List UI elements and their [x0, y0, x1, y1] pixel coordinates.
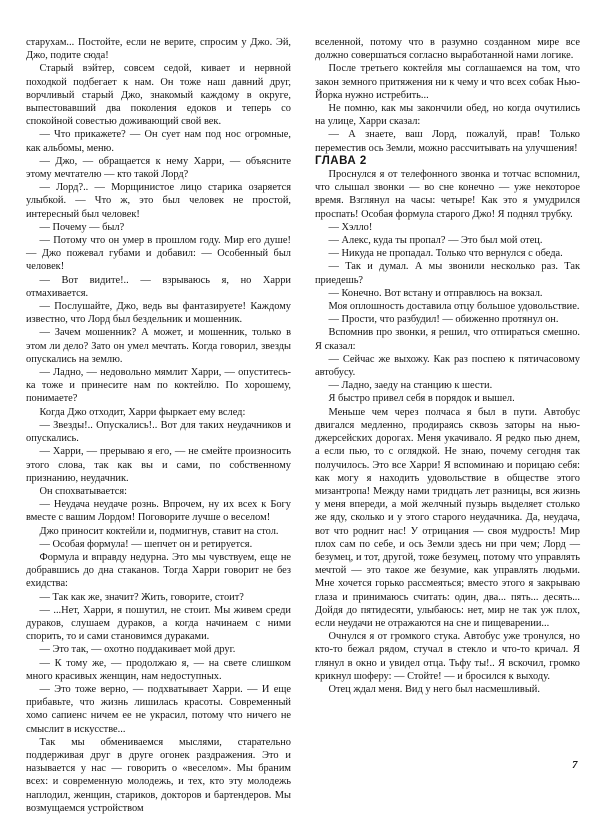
paragraph: Джо приносит коктейли и, подмигнув, ставит на стол.	[39, 525, 279, 537]
paragraph: Я быстро привел себя в порядок и вышел.	[328, 393, 515, 405]
paragraph: — Хэлло!	[328, 221, 373, 233]
paragraph: — Никуда не пропадал. Только что вернулся с обеда.	[328, 248, 563, 260]
paragraph: Не помню, как мы закончили обед, но когда очутились на улице, Харри сказал:	[315, 103, 580, 128]
paragraph: — Особая формула! — шепчет он и ретируется.	[39, 538, 253, 550]
paragraph: — Алекс, куда ты пропал? — Это был мой отец.	[328, 235, 543, 247]
paragraph: Моя оплошность доставила отцу большое удовольствие.	[328, 301, 580, 313]
paragraph: — Харри, — прерываю я его, — не смейте произносить этого слова, так как вы и сами, по собственному признанию, неудачник.	[26, 446, 291, 484]
paragraph: — Ладно, — недовольно мямлит Харри, — опуститесь-ка тоже и принесите нам по коктейлю. По хорошему, понимаете?	[26, 367, 291, 405]
paragraph: вселенной, потому что в разумно созданном мире все должно совершаться согласно выработанной нами логике.	[315, 37, 580, 62]
paragraph: — Звезды!.. Опускались!.. Вот для таких неудачников и опускались.	[26, 419, 291, 445]
paragraph: — Это так, — охотно поддакивает мой друг.	[39, 644, 236, 656]
paragraph: — Вот видите!.. — взрываюсь я, но Харри отмахивается.	[26, 274, 291, 299]
paragraph: Вспомнив про звонки, я решил, что отпираться смешно. Я сказал:	[315, 327, 580, 352]
paragraph: — Что прикажете? — Он сует нам под нос огромные, как альбомы, меню.	[26, 129, 291, 154]
paragraph: Он спохватывается:	[39, 485, 128, 497]
paragraph: — Ладно, заеду на станцию к шести.	[328, 380, 493, 392]
paragraph: Меньше чем через полчаса я был в пути. Автобус двигался медленно, продираясь сквозь заторы на нью-джерсейских дорогах. Меня укачивало. Я редко пью днем, а если пью, то с оглядкой. Не знаю, почему сегодня так получилось. Это все Харри! Я вспоминаю и порицаю себя: как могу я находить удовольствие в обществе этого мизантропа! Между нами тридцать лет разницы, вся жизнь у меня впереди, а мой желчный пузырь выделяет столько же яду, сколько и у этого старого неудачника. Да, неудача, вот что роднит нас! У отрицания — своя мудрость! Мир плох сам по себе, и ось Земли здесь ни при чем; Лорд — безумец, и тот, другой, тоже безумец, потому что управлять мечтой — это такое же безумие, как управлять людьми. Мне хочется горько рассмеяться; вместо этого я закрываю глаза и принимаюсь считать: один, два... пять... десять... Дойдя до пятидесяти, улыбаюсь: нет, мир не так уж плох, если неудачи не отражаются на сне и пищеварении...	[315, 406, 580, 629]
paragraph: — Сейчас же выхожу. Как раз поспею к пятичасовому автобусу.	[315, 353, 580, 379]
chapter-title: ГЛАВА 2	[315, 154, 367, 167]
paragraph: — А знаете, ваш Лорд, пожалуй, прав! Только переместив ось Земли, можно рассчитывать на улучшения!	[315, 129, 580, 154]
paragraph: — ...Нет, Харри, я пошутил, не стоит. Мы живем среди дураков, слушаем дураков, а когда начинаем с ними спорить, то и сами становимся дураками.	[26, 604, 291, 643]
paragraph: — Неудача неудаче рознь. Впрочем, ну их всех к Богу вместе с вашим Лордом! Поговорите лучше о веселом!	[26, 499, 291, 524]
paragraph: Формула и вправду недурна. Это мы чувствуем, еще не добравшись до дна стаканов. Тогда Харри говорит не без ехидства:	[26, 551, 291, 590]
page-number: 7	[572, 759, 578, 771]
paragraph: — Конечно. Вот встану и отправлюсь на вокзал.	[328, 287, 543, 299]
paragraph: старухам... Постойте, если не верите, спросим у Джо. Эй, Джо, подите сюда!	[26, 37, 291, 62]
paragraph: Когда Джо отходит, Харри фыркает ему вслед:	[39, 406, 246, 418]
left-text-column	[26, 36, 291, 815]
paragraph: — Зачем мошенник? А может, и мошенник, только в этом ли дело? Зато он умел мечтать. Когда говорил, звезды опускались на землю.	[26, 327, 291, 365]
paragraph: — Послушайте, Джо, ведь вы фантазируете! Каждому известно, что Лорд был бездельник и мошенник.	[26, 301, 291, 326]
right-text-column	[315, 36, 580, 696]
paragraph: После третьего коктейля мы соглашаемся на том, что закон земного притяжения ни к чему и что всех собак Нью-Йорка нужно истребить...	[315, 63, 580, 101]
paragraph: — Прости, что разбудил! — обиженно протянул он.	[328, 314, 559, 326]
paragraph: — К тому же, — продолжаю я, — на свете слишком много красивых женщин, нам недоступных.	[26, 657, 291, 682]
paragraph: Очнулся я от громкого стука. Автобус уже тронулся, но кто-то бежал рядом, стучал в стекло и что-то кричал. Я глянул в окно и увидел отца. Тьфу ты!.. Я вскочил, громко крикнул шоферу: — Стойте! — и бросился к выходу.	[315, 631, 580, 682]
paragraph: Проснулся я от телефонного звонка и тотчас вспомнил, что слышал звонки — во сне конечно — уже некоторое время. Взглянул на часы: четыре! Как это я умудрился проспать! Особая формула старого Джо! Я поднял трубку.	[315, 169, 580, 220]
paragraph: — Так и думал. А мы звонили несколько раз. Так приедешь?	[315, 261, 580, 286]
paragraph: — Лорд?.. — Морщинистое лицо старика озаряется улыбкой. — Что ж, это был человек не простой, интересный был человек!	[26, 182, 291, 220]
paragraph: Старый вэйтер, совсем седой, кивает и нервной походкой подбегает к нам. Он тоже наш давний друг, ворчливый старый Джо, знакомый каждому в округе, выпестовавший два поколения едоков и теперь со спокойной совестью доживающий свой век.	[26, 63, 291, 128]
paragraph: — Так как же, значит? Жить, говорите, стоит?	[39, 591, 244, 603]
paragraph: — Джо, — обращается к нему Харри, — объясните этому мечтателю — кто такой Лорд?	[26, 155, 291, 181]
paragraph: — Почему — был?	[39, 221, 125, 233]
paragraph: — Это тоже верно, — подхватывает Харри. — И еще прибавьте, что жизнь лишилась красоты. Современный хомо сапиенс ничем ее не украсил, потому что ничего не смыслит в искусстве...	[26, 683, 291, 735]
paragraph: Отец ждал меня. Вид у него был насмешливый.	[328, 683, 540, 695]
paragraph: Так мы обмениваемся мыслями, старательно поддерживая друг в друге огонек раздражения. Это и называется у нас — говорить о «веселом». Мы браним всех: и современную молодежь, и тех, кто эту молодежь наплодил, женщин, стариков, докторов и бартендеров. Мы возмущаемся устройством	[26, 736, 291, 814]
paragraph: — Потому что он умер в прошлом году. Мир его душе! — Джо пожевал губами и добавил: — Особенный был человек!	[26, 235, 291, 273]
